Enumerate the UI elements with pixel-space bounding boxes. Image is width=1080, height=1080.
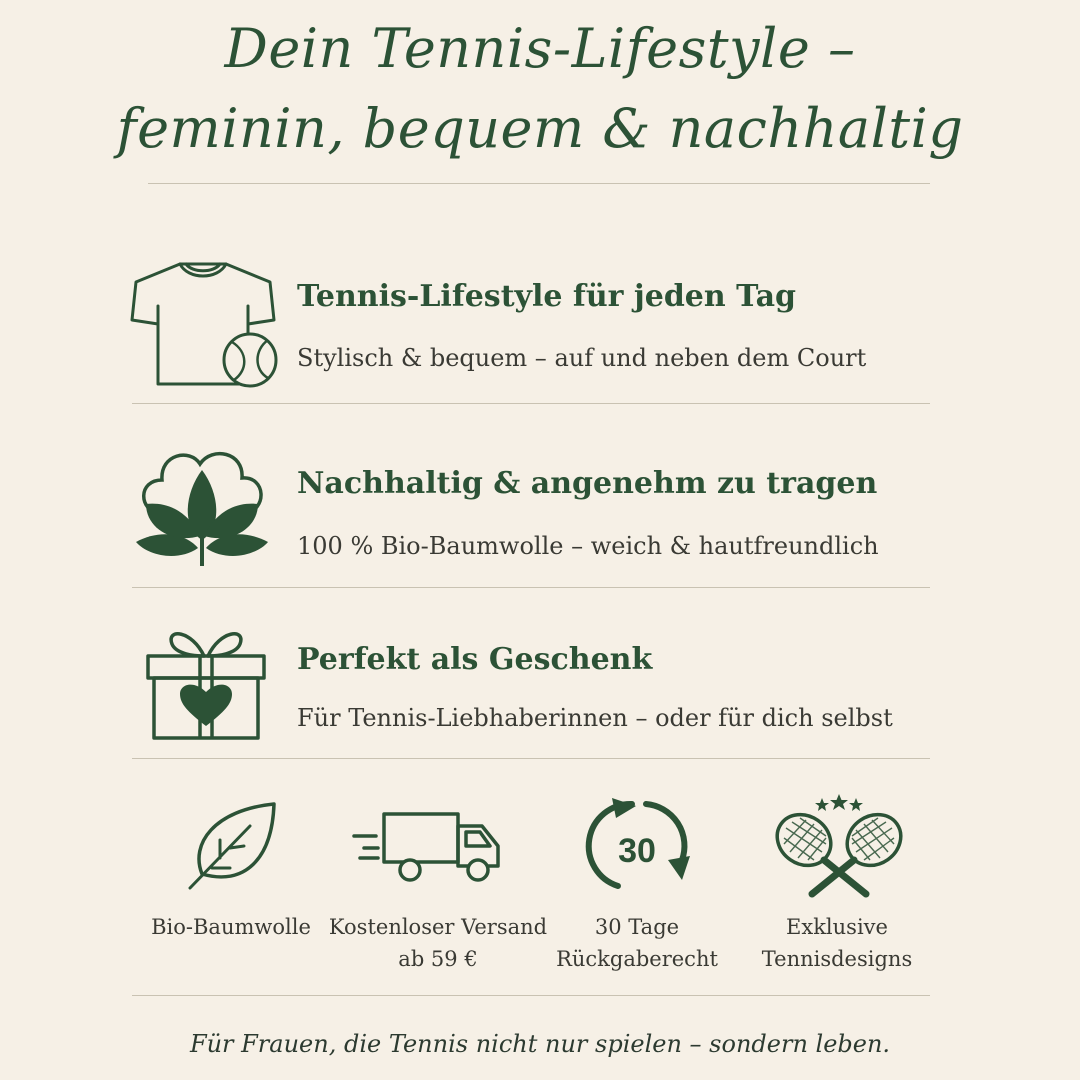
badge-label: Kostenloser Versand [328, 915, 548, 939]
tshirt-tennis-ball-icon [128, 258, 278, 392]
return-30-icon [582, 796, 694, 898]
feature-title: Nachhaltig & angenehm zu tragen [297, 466, 878, 501]
footer-divider [132, 995, 930, 996]
page-title-line-2: feminin, bequem & nachhaltig [116, 97, 964, 160]
page-title-line-1: Dein Tennis-Lifestyle – [224, 17, 856, 80]
badge-label: ab 59 € [398, 947, 478, 971]
feature-subtitle: Für Tennis-Liebhaberinnen – oder für dich selbst [297, 704, 893, 732]
badge-label: Rückgaberecht [556, 947, 718, 971]
title-divider [148, 183, 930, 184]
feature-title: Tennis-Lifestyle für jeden Tag [297, 279, 797, 314]
section-divider [132, 403, 930, 404]
cotton-leaf-icon [132, 444, 272, 574]
footer-tagline: Für Frauen, die Tennis nicht nur spielen – sondern leben. [189, 1030, 891, 1058]
leaf-icon [186, 800, 280, 890]
badge-label: 30 Tage [594, 915, 680, 939]
gift-heart-icon [144, 620, 268, 744]
badge-label: Bio-Baumwolle [151, 915, 311, 939]
section-divider [132, 758, 930, 759]
section-divider [132, 587, 930, 588]
feature-subtitle: 100 % Bio-Baumwolle – weich & hautfreundlich [297, 532, 879, 560]
feature-subtitle: Stylisch & bequem – auf und neben dem Court [297, 344, 867, 372]
badge-label: Exklusive [786, 915, 888, 939]
badge-label: Tennisdesigns [761, 947, 913, 971]
svg-text:30: 30 [618, 832, 656, 870]
delivery-truck-icon [352, 810, 502, 886]
tennis-rackets-stars-icon [768, 794, 910, 898]
feature-title: Perfekt als Geschenk [297, 642, 653, 677]
